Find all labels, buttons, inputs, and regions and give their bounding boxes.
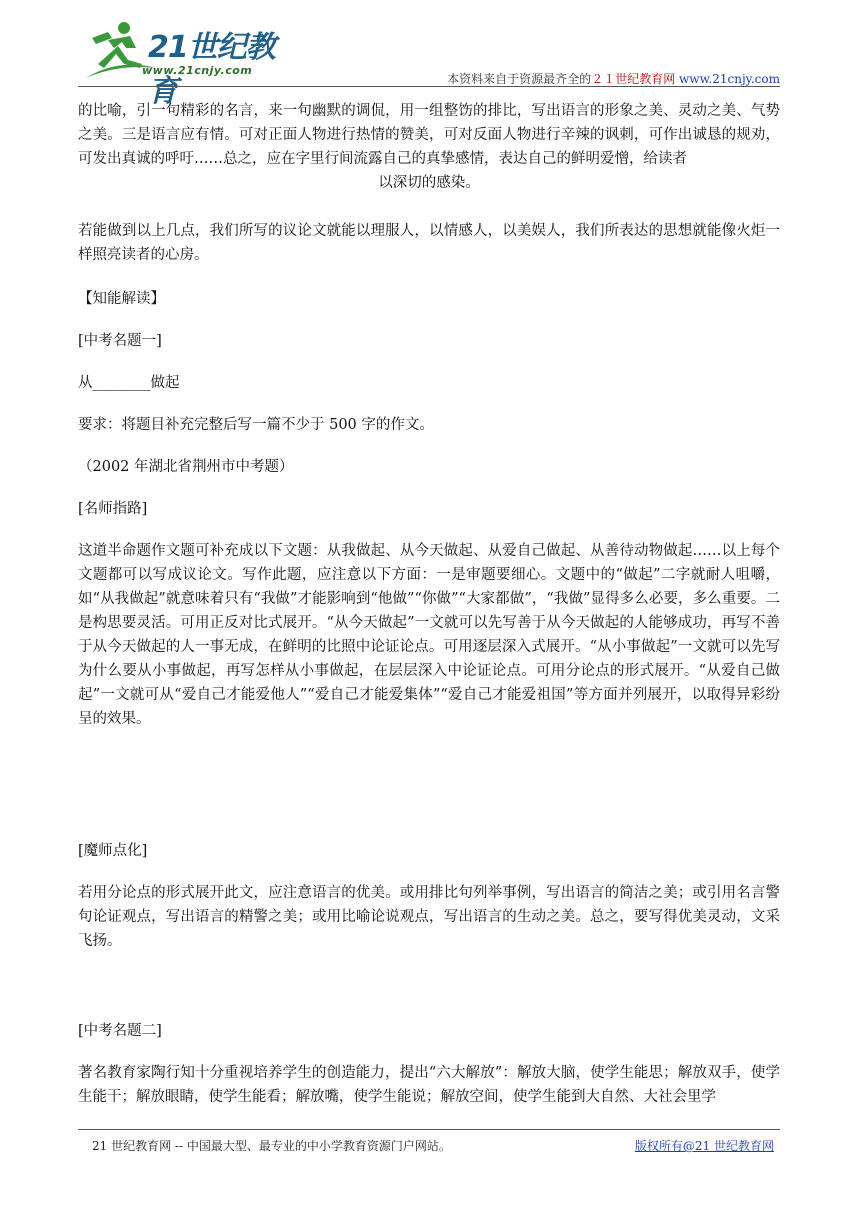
requirement: 要求：将题目补充完整后写一篇不少于 500 字的作文。 (78, 417, 434, 433)
notice-prefix: 本资料来自于资源最齐全的 (447, 72, 592, 86)
section-heading: 【知能解读】 (78, 291, 165, 307)
paragraph-last-line: 以深切的感染。 (378, 175, 480, 191)
paragraph: 的比喻，引一句精彩的名言，来一句幽默的调侃，用一组整饬的排比，写出语言的形象之美、灵动之美、气势之美。三是语言应有情。可对正面人物进行热情的赞美，可对反面人物进行辛辣的讽刺，可作出诚恳的规劝，可发出真诚的呼吁……总之，应在字里行间流露自己的真挚感情，表达自己的鲜明爱憎，给读者 (78, 103, 780, 167)
logo-text: 21世纪教育 (148, 30, 275, 109)
page-header (78, 18, 780, 109)
header-divider (78, 86, 780, 87)
source-note: （2002 年湖北省荆州市中考题） (78, 459, 294, 475)
paragraph: 若能做到以上几点，我们所写的议论文就能以理服人，以情感人，以美娱人，我们所表达的思想就能像火炬一样照亮读者的心房。 (78, 223, 780, 263)
footer-divider (78, 1129, 780, 1130)
section-heading: [中考名题一] (78, 333, 162, 349)
section-heading: [名师指路] (78, 501, 148, 517)
site-logo[interactable] (78, 18, 288, 109)
logo-url: www.21cnjy.com (142, 64, 253, 77)
document-body (78, 99, 780, 1109)
essay-title: 从________做起 (78, 375, 180, 391)
paragraph: 这道半命题作文题可补充成以下文题：从我做起、从今天做起、从爱自己做起、从善待动物做起……以上每个文题都可以写成议论文。写作此题，应注意以下方面：一是审题要细心。文题中的“做起”二字就耐人咀嚼，如“从我做起”就意味着只有“我做”才能影响到“他做”“你做”“大家都做”，“我做”显得多么必要，多么重要。二是构思要灵活。可用正反对比式展开。“从今天做起”一文就可以先写善于从今天做起的人能够成功，再写不善于从今天做起的人一事无成，在鲜明的比照中论证论点。可用逐层深入式展开。“从小事做起”一文就可以先写为什么要从小事做起，再写怎样从小事做起，在层层深入中论证论点。可用分论点的形式展开。“从爱自己做起”一文就可从“爱自己才能爱他人”“爱自己才能爱集体”“爱自己才能爱祖国”等方面并列展开，以取得异彩纷呈的效果。 (78, 543, 780, 727)
copyright-link[interactable]: 版权所有@21 世纪教育网 (634, 1139, 774, 1153)
section-heading: [魔师点化] (78, 843, 148, 859)
footer-text: 21 世纪教育网 -- 中国最大型、最专业的中小学教育资源门户网站。 (92, 1139, 451, 1153)
section-heading: [中考名题二] (78, 1023, 162, 1039)
notice-url-link[interactable]: www.21cnjy.com (679, 72, 780, 86)
notice-brand[interactable]: ２１世纪教育网 (591, 72, 676, 86)
paragraph: 著名教育家陶行知十分重视培养学生的创造能力，提出“六大解放”：解放大脑，使学生能思；解放双手，使学生能干；解放眼睛，使学生能看；解放嘴，使学生能说；解放空间，使学生能到大自然、大社会里学 (78, 1065, 780, 1105)
header-notice (447, 70, 780, 87)
paragraph: 若用分论点的形式展开此文，应注意语言的优美。或用排比句列举事例，写出语言的简洁之美；或引用名言警句论证观点，写出语言的精警之美；或用比喻论说观点，写出语言的生动之美。总之，要写得优美灵动，文采飞扬。 (78, 885, 780, 949)
